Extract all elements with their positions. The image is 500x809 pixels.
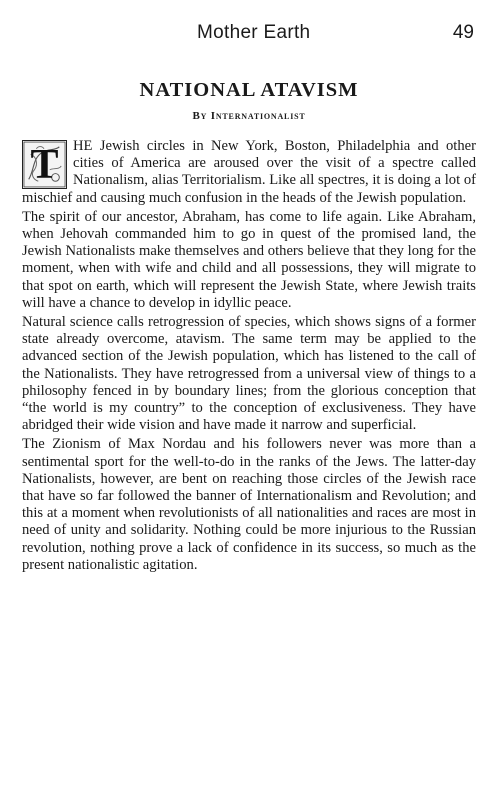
running-head bbox=[22, 0, 476, 52]
byline bbox=[22, 110, 476, 122]
ornamental-drop-cap bbox=[22, 140, 67, 189]
drop-cap-letter: T bbox=[30, 141, 59, 188]
article-title: NATIONAL ATAVISM bbox=[139, 79, 359, 101]
paragraph-1-text: HE Jewish circles in New York, Boston, Philadelphia and other cities of America are aroused over the visit of a spectre called Nationalism, alias Territorialism. Like all spectres, it is doing a lot of mischief and causing much confusion in the heads of the Jewish population. bbox=[22, 138, 476, 206]
paragraph-3: Natural science calls retrogression of species, which shows signs of a former state already overcome, atavism. The same term may be applied to the advanced section of the Jewish population, which has listened to the call of the Nationalists. They have retrogressed from a universal view of things to a philosophy fenced in by boundary lines; from the glorious conception that “the world is my country” to the conception of exclusiveness. They have abridged their wide vision and have made it narrow and superficial. bbox=[22, 314, 476, 434]
paragraph-4: The Zionism of Max Nordau and his followers never was more than a sentimental sport for the well-to-do in the ranks of the Jews. The latter-day Nationalists, however, are bent on reaching those circles of the Jewish race that have so far followed the banner of Internationalism and Revolution; and this at a moment when revolutionists of all nationalities and races are most in need of unity and solidarity. Nothing could be more injurious to the Russian revolution, nothing prove a lack of confidence in its success, so much as the present nationalistic agitation. bbox=[22, 436, 476, 573]
byline-author: Internationalist bbox=[210, 110, 306, 122]
article-body bbox=[22, 138, 476, 574]
paragraph-1 bbox=[22, 138, 476, 207]
paragraph-2: The spirit of our ancestor, Abraham, has come to life again. Like Abraham, when Jehovah commanded him to go in quest of the promised land, the Jewish Nationalists make themselves and others believe that they long for the moment, when with wife and child and all possessions, they will migrate to that spot on earth, which will represent the Jewish State, where Jewish traits will have a chance to develop in idyllic peace. bbox=[22, 208, 476, 311]
page-number: 49 bbox=[452, 22, 474, 43]
journal-title: Mother Earth bbox=[197, 22, 311, 43]
byline-prefix: By bbox=[192, 110, 208, 122]
